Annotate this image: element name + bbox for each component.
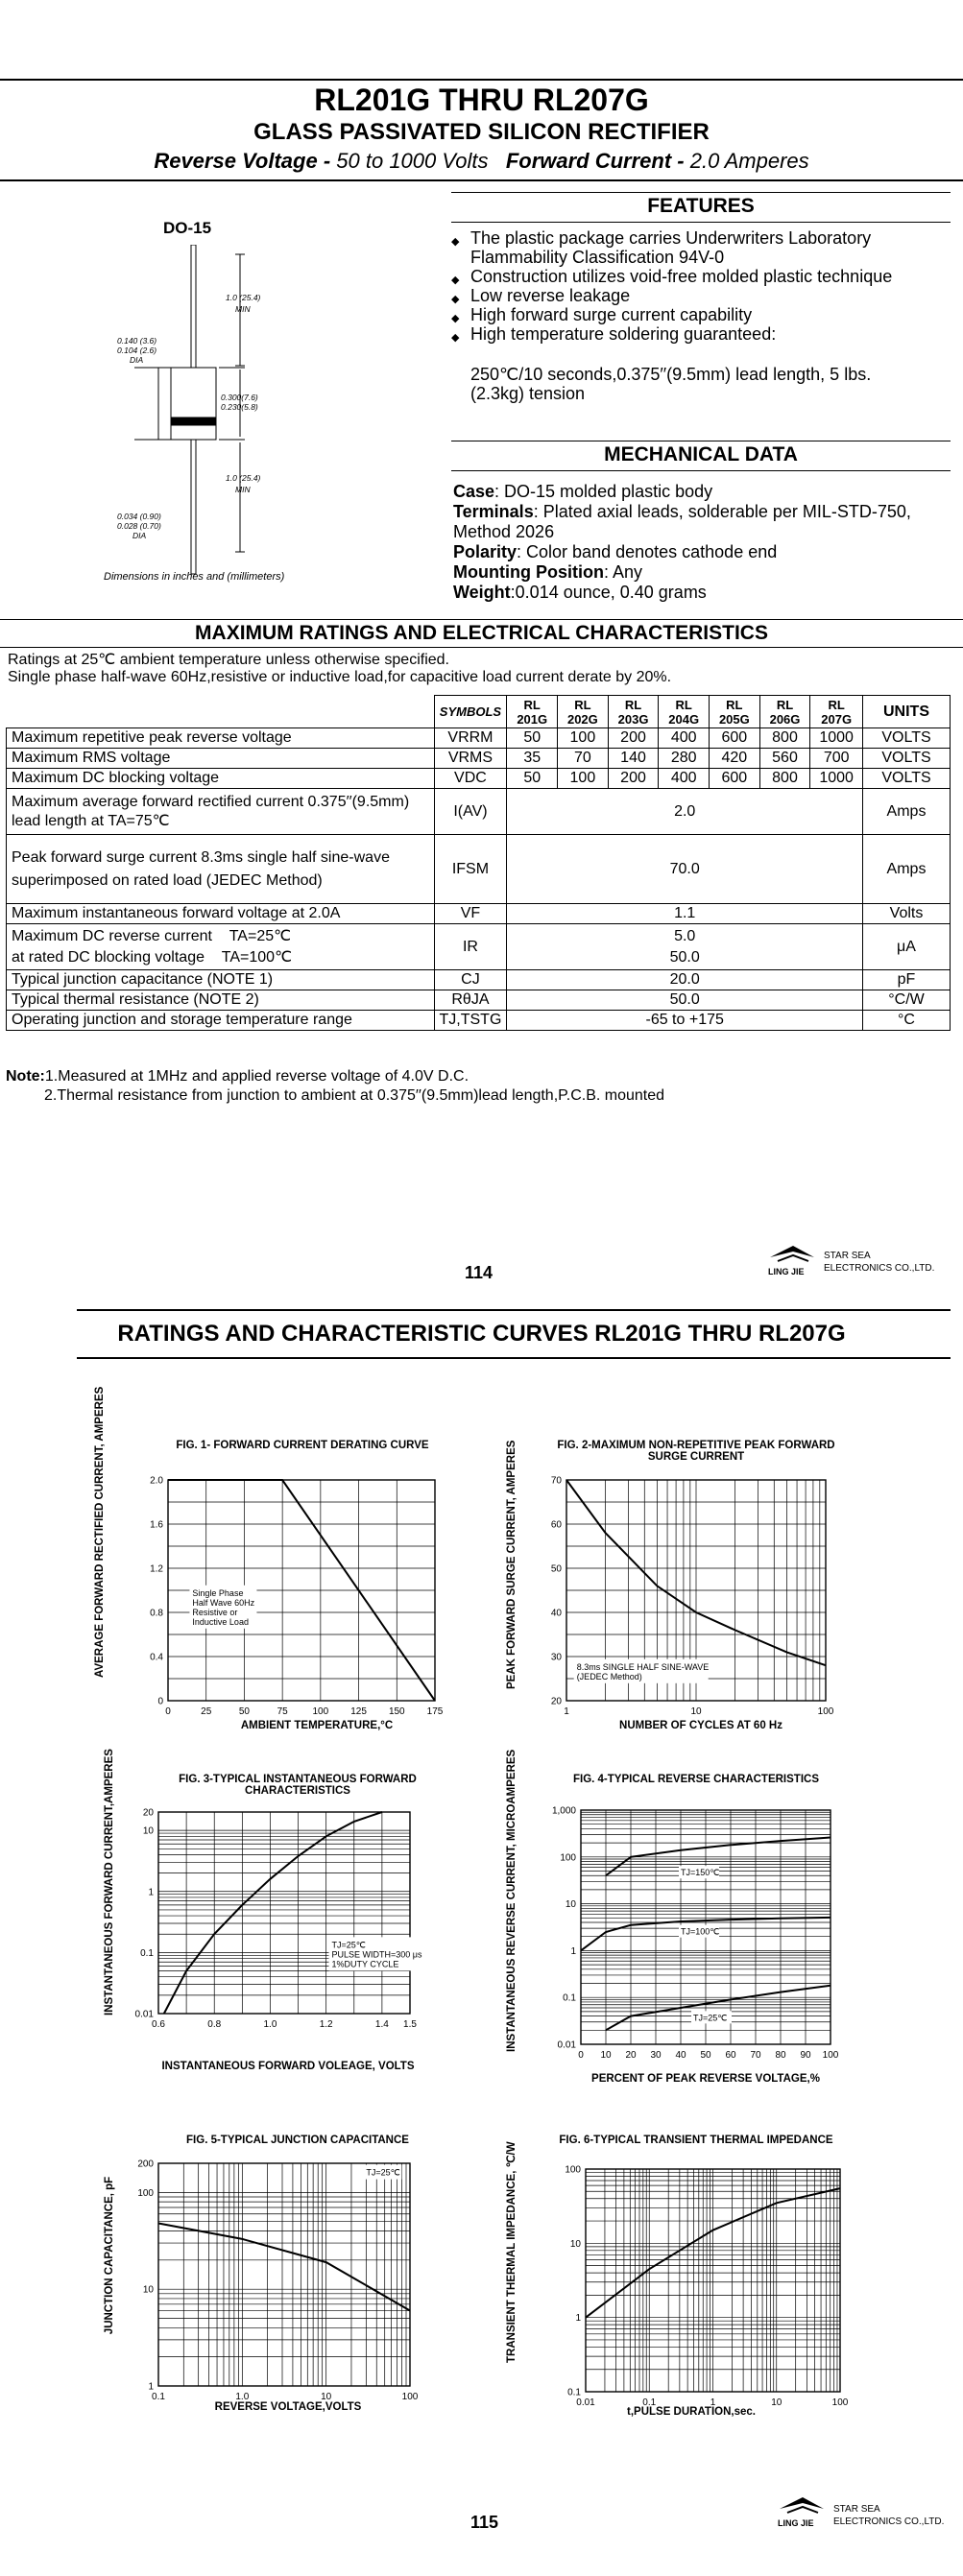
- x-tick-label: 100: [312, 1706, 329, 1717]
- mech-polarity: Polarity: Color band denotes cathode end: [453, 542, 778, 561]
- package-drawing: [106, 245, 298, 576]
- fig1-title: FIG. 1- FORWARD CURRENT DERATING CURVE: [176, 1440, 429, 1451]
- header-rule: [0, 179, 963, 181]
- col-part: RL 202G: [558, 696, 609, 728]
- y-tick-label: 2.0: [150, 1475, 163, 1487]
- annotation-text: 1%DUTY CYCLE: [331, 1959, 399, 1969]
- fig3-xlabel: INSTANTANEOUS FORWARD VOLEAGE, VOLTS: [161, 2061, 415, 2072]
- fig4-chart: [538, 1793, 864, 2081]
- mech-mounting: Mounting Position: Any: [453, 562, 642, 582]
- col-part: RL 201G: [507, 696, 558, 728]
- y-tick-label: 0.1: [140, 1947, 154, 1959]
- x-tick-label: 0.8: [207, 2019, 222, 2030]
- table-row: Maximum RMS voltage VRMS 35 70 140 280 420 560 700 VOLTS: [7, 749, 951, 769]
- fig1-ylabel: AVERAGE FORWARD RECTIFIED CURRENT, AMPERES: [94, 1386, 106, 1678]
- x-tick-label: 1: [710, 2397, 716, 2408]
- x-tick-label: 50: [238, 1706, 250, 1717]
- table-row: Typical junction capacitance (NOTE 1) CJ 20.0 pF: [7, 970, 951, 990]
- y-tick-label: 0.01: [134, 2009, 154, 2020]
- table-row: Maximum repetitive peak reverse voltage VRRM 50 100 200 400 600 800 1000 VOLTS: [7, 728, 951, 749]
- fig4-xlabel: PERCENT OF PEAK REVERSE VOLTAGE,%: [591, 2073, 820, 2085]
- y-tick-label: 100: [137, 2187, 154, 2199]
- y-tick-label: 100: [565, 2164, 581, 2176]
- note-2: 2.Thermal resistance from junction to ambient at 0.375′′(9.5mm)lead length,P.C.B. mounted: [44, 1087, 665, 1104]
- x-tick-label: 90: [800, 2050, 811, 2061]
- col-part: RL 204G: [659, 696, 710, 728]
- y-tick-label: 50: [550, 1563, 562, 1575]
- series-label: TJ=100℃: [681, 1926, 720, 1937]
- col-part: RL 207G: [810, 696, 863, 728]
- ratings-notes: [8, 652, 671, 686]
- page-number-114: 114: [465, 1263, 494, 1282]
- annotation-text: Resistive or: [192, 1607, 238, 1617]
- x-tick-label: 1: [564, 1706, 569, 1717]
- fig2-xlabel: NUMBER OF CYCLES AT 60 Hz: [619, 1720, 782, 1731]
- table-row: Maximum DC reverse current TA=25℃ at rated DC blocking voltage TA=100℃ IR 5.0 50.0 μA: [7, 924, 951, 970]
- fig6-title: FIG. 6-TYPICAL TRANSIENT THERMAL IMPEDANCE: [559, 2135, 833, 2146]
- logo-text: LING JIE: [768, 1267, 805, 1276]
- features-list: [451, 228, 951, 344]
- ling-jie-logo: [768, 1244, 818, 1267]
- dim-min-bottom: MIN: [235, 485, 251, 494]
- brand-name: STAR SEA ELECTRONICS CO.,LTD.: [824, 1251, 935, 1274]
- annotation-text: 8.3ms SINGLE HALF SINE-WAVE: [576, 1661, 710, 1672]
- y-tick-label: 10: [569, 2238, 581, 2250]
- x-tick-label: 10: [771, 2397, 782, 2408]
- package-name: DO-15: [163, 219, 212, 237]
- x-tick-label: 100: [817, 1706, 834, 1717]
- fig2-chart: [538, 1454, 855, 1742]
- col-part: RL 206G: [759, 696, 810, 728]
- feature-item: ◆ Low reverse leakage: [451, 286, 951, 305]
- y-tick-label: 0.01: [557, 2039, 576, 2051]
- fig5-ylabel: JUNCTION CAPACITANCE, pF: [104, 2176, 115, 2335]
- y-tick-label: 1: [575, 2313, 581, 2325]
- mech-weight: Weight:0.014 ounce, 0.40 grams: [453, 583, 707, 602]
- dim-min-top: MIN: [235, 304, 251, 314]
- x-tick-label: 150: [388, 1706, 405, 1717]
- x-tick-label: 0.1: [642, 2397, 657, 2408]
- table-row: Peak forward surge current 8.3ms single half sine-wave superimposed on rated load (JEDEC Method) IFSM 70.0 Amps: [7, 835, 951, 904]
- y-tick-label: 10: [142, 1825, 154, 1837]
- ratings-rule-top: [0, 619, 963, 620]
- x-tick-label: 1.4: [374, 2019, 389, 2030]
- y-tick-label: 40: [550, 1608, 562, 1619]
- dim-lead-dia-max: 0.034 (0.90): [117, 512, 161, 521]
- table-row: Operating junction and storage temperature range TJ,TSTG -65 to +175 °C: [7, 1011, 951, 1031]
- annotation-text: (JEDEC Method): [576, 1671, 642, 1682]
- y-tick-label: 0.1: [567, 2387, 581, 2398]
- y-tick-label: 0: [157, 1696, 163, 1707]
- y-tick-label: 100: [560, 1852, 576, 1864]
- x-tick-label: 30: [650, 2050, 662, 2061]
- logo-text: LING JIE: [778, 2518, 814, 2528]
- dim-lead-dia-min: 0.028 (0.70): [117, 521, 161, 531]
- series-line: [164, 1812, 382, 2014]
- x-tick-label: 60: [725, 2050, 736, 2061]
- mechanical-list: [453, 482, 952, 603]
- ratings-title: MAXIMUM RATINGS AND ELECTRICAL CHARACTERISTICS: [195, 622, 768, 644]
- page2-title: RATINGS AND CHARACTERISTIC CURVES RL201G THRU RL207G: [117, 1321, 846, 1347]
- dimension-note: Dimensions in inches and (millimeters): [104, 571, 285, 583]
- x-tick-label: 0: [165, 1706, 171, 1717]
- y-tick-label: 200: [137, 2159, 154, 2170]
- y-tick-label: 1: [570, 1945, 576, 1957]
- table-notes: [6, 1067, 664, 1106]
- fig6-chart: [538, 2150, 864, 2438]
- ratings-note-1: Ratings at 25℃ ambient temperature unless otherwise specified.: [8, 652, 449, 668]
- mech-terminals: Terminals: Plated axial leads, solderable per MIL-STD-750, Method 2026: [453, 502, 911, 541]
- features-rule-top: [451, 192, 951, 193]
- table-row: Typical thermal resistance (NOTE 2) RθJA 50.0 °C/W: [7, 990, 951, 1011]
- x-tick-label: 0: [578, 2050, 584, 2061]
- x-tick-label: 0.1: [152, 2392, 165, 2402]
- ratings-rule-bottom: [0, 647, 963, 648]
- notes-label: Note:: [6, 1068, 45, 1085]
- y-tick-label: 30: [550, 1652, 562, 1663]
- x-tick-label: 40: [675, 2050, 686, 2061]
- y-tick-label: 10: [142, 2284, 154, 2296]
- x-tick-label: 20: [625, 2050, 637, 2061]
- series-line: [158, 2224, 410, 2311]
- x-tick-label: 80: [775, 2050, 786, 2061]
- page2-rule-top: [77, 1309, 951, 1311]
- x-tick-label: 1.5: [403, 2019, 417, 2030]
- annotation-text: Half Wave 60Hz: [192, 1597, 255, 1608]
- feature-item: ◆ Construction utilizes void-free molded plastic technique: [451, 267, 951, 286]
- dim-lead-length-bottom: 1.0 (25.4): [226, 473, 261, 483]
- feature-item: ◆ High forward surge current capability: [451, 305, 951, 324]
- fig5-title: FIG. 5-TYPICAL JUNCTION CAPACITANCE: [186, 2135, 409, 2146]
- y-tick-label: 1.2: [150, 1563, 163, 1575]
- fig5-chart: [91, 2148, 427, 2436]
- col-symbols: SYMBOLS: [434, 696, 507, 728]
- y-tick-label: 1.6: [150, 1519, 163, 1531]
- y-tick-label: 1,000: [551, 1805, 576, 1817]
- fig4-title: FIG. 4-TYPICAL REVERSE CHARACTERISTICS: [572, 1774, 819, 1785]
- fc-value: 2.0 Amperes: [689, 149, 809, 173]
- feature-item: ◆ High temperature soldering guaranteed:: [451, 324, 951, 344]
- y-tick-label: 60: [550, 1519, 562, 1531]
- x-tick-label: 25: [201, 1706, 212, 1717]
- dim-body-len-max: 0.300(7.6): [221, 393, 258, 402]
- x-tick-label: 10: [690, 1706, 702, 1717]
- x-tick-label: 70: [750, 2050, 761, 2061]
- dim-body-dia-max: 0.140 (3.6): [117, 336, 157, 346]
- x-tick-label: 100: [401, 2392, 419, 2402]
- y-tick-label: 0.8: [150, 1608, 163, 1619]
- y-tick-label: 10: [565, 1899, 576, 1911]
- x-tick-label: 100: [831, 2397, 849, 2408]
- mech-rule-bottom: [451, 470, 951, 471]
- page2-rule-bottom: [77, 1357, 951, 1359]
- fig5-xlabel: REVERSE VOLTAGE,VOLTS: [214, 2401, 362, 2413]
- col-part: RL 203G: [608, 696, 659, 728]
- annotation-text: Inductive Load: [192, 1616, 249, 1627]
- dim-body-dia-min: 0.104 (2.6): [117, 346, 157, 355]
- annotation-text: Single Phase: [192, 1587, 244, 1598]
- brand-name: STAR SEA ELECTRONICS CO.,LTD.: [833, 2504, 945, 2527]
- ratings-table: [6, 695, 951, 1031]
- annotation-text: TJ=25℃: [331, 1940, 366, 1950]
- x-tick-label: 50: [700, 2050, 711, 2061]
- y-tick-label: 1: [148, 1887, 154, 1898]
- x-tick-label: 75: [277, 1706, 288, 1717]
- fig1-chart: [91, 1454, 456, 1742]
- y-tick-label: 1: [148, 2381, 154, 2393]
- mech-case: Case: DO-15 molded plastic body: [453, 482, 713, 501]
- x-tick-label: 1.2: [319, 2019, 333, 2030]
- annotation-text: PULSE WIDTH=300 μs: [331, 1949, 422, 1960]
- device-description: GLASS PASSIVATED SILICON RECTIFIER: [253, 119, 710, 145]
- fig3-ylabel: INSTANTANEOUS FORWARD CURRENT,AMPERES: [104, 1749, 115, 2015]
- x-tick-label: 0.01: [576, 2397, 595, 2408]
- plot-frame: [158, 1812, 410, 2014]
- fig6-xlabel: t,PULSE DURATION,sec.: [627, 2406, 756, 2418]
- fig2-title: FIG. 2-MAXIMUM NON-REPETITIVE PEAK FORWARD SURGE CURRENT: [557, 1440, 835, 1463]
- y-tick-label: 0.4: [150, 1652, 163, 1663]
- mechanical-title: MECHANICAL DATA: [604, 443, 798, 465]
- rv-value: 50 to 1000 Volts: [336, 149, 489, 173]
- col-part: RL 205G: [710, 696, 760, 728]
- x-tick-label: 0.6: [152, 2019, 165, 2030]
- y-tick-label: 0.1: [563, 1992, 576, 2004]
- rv-label: Reverse Voltage -: [154, 149, 331, 173]
- table-header-row: [7, 696, 951, 728]
- col-units: UNITS: [863, 696, 951, 728]
- x-tick-label: 175: [426, 1706, 444, 1717]
- note-1: 1.Measured at 1MHz and applied reverse voltage of 4.0V D.C.: [44, 1068, 469, 1085]
- table-row: Maximum average forward rectified current 0.375′′(9.5mm) lead length at TA=75℃ I(AV) 2.0 Amps: [7, 789, 951, 835]
- dim-body-len-min: 0.230(5.8): [221, 402, 258, 412]
- dim-lead-dia-label: DIA: [132, 531, 147, 540]
- feature-item: ◆ The plastic package carries Underwriters Laboratory Flammability Classification 94V-0: [451, 228, 951, 267]
- x-tick-label: 1.0: [263, 2019, 277, 2030]
- fig3-title: FIG. 3-TYPICAL INSTANTANEOUS FORWARD CHARACTERISTICS: [179, 1774, 417, 1797]
- series-label: TJ=25℃: [693, 2013, 728, 2023]
- ratings-note-2: Single phase half-wave 60Hz,resistive or inductive load,for capacitive load current derate by 20%.: [8, 669, 672, 685]
- dim-lead-length-top: 1.0 (25.4): [226, 293, 261, 302]
- page-number-115: 115: [470, 2513, 499, 2532]
- top-rule: [0, 79, 963, 81]
- x-tick-label: 10: [321, 2392, 332, 2402]
- features-title: FEATURES: [647, 195, 755, 217]
- dim-dia-label: DIA: [130, 355, 144, 365]
- annotation-text: TJ=25℃: [366, 2167, 400, 2178]
- x-tick-label: 100: [822, 2050, 839, 2061]
- ling-jie-logo: [778, 2495, 828, 2518]
- x-tick-label: 1.0: [235, 2392, 250, 2402]
- y-tick-label: 70: [550, 1475, 562, 1487]
- x-tick-label: 10: [600, 2050, 612, 2061]
- y-tick-label: 20: [142, 1807, 154, 1819]
- fig4-ylabel: INSTANTANEOUS REVERSE CURRENT, MICROAMPERES: [506, 1749, 518, 2052]
- series-label: TJ=150℃: [681, 1868, 720, 1878]
- table-row: Maximum instantaneous forward voltage at 2.0A VF 1.1 Volts: [7, 904, 951, 924]
- fig1-xlabel: AMBIENT TEMPERATURE,°C: [240, 1720, 394, 1731]
- fig2-ylabel: PEAK FORWARD SURGE CURRENT, AMPERES: [506, 1440, 518, 1689]
- voltage-current-line: [0, 149, 963, 174]
- features-rule-bottom: [451, 222, 951, 223]
- x-tick-label: 125: [350, 1706, 367, 1717]
- table-row: Maximum DC blocking voltage VDC 50 100 200 400 600 800 1000 VOLTS: [7, 769, 951, 789]
- part-title: RL201G THRU RL207G: [314, 83, 649, 117]
- y-tick-label: 20: [550, 1696, 562, 1707]
- feature-solder-detail: 250℃/10 seconds,0.375′′(9.5mm) lead length, 5 lbs. (2.3kg) tension: [470, 365, 872, 403]
- fc-label: Forward Current -: [505, 149, 685, 173]
- fig6-ylabel: TRANSIENT THERMAL IMPEDANCE, ℃/W: [506, 2141, 518, 2363]
